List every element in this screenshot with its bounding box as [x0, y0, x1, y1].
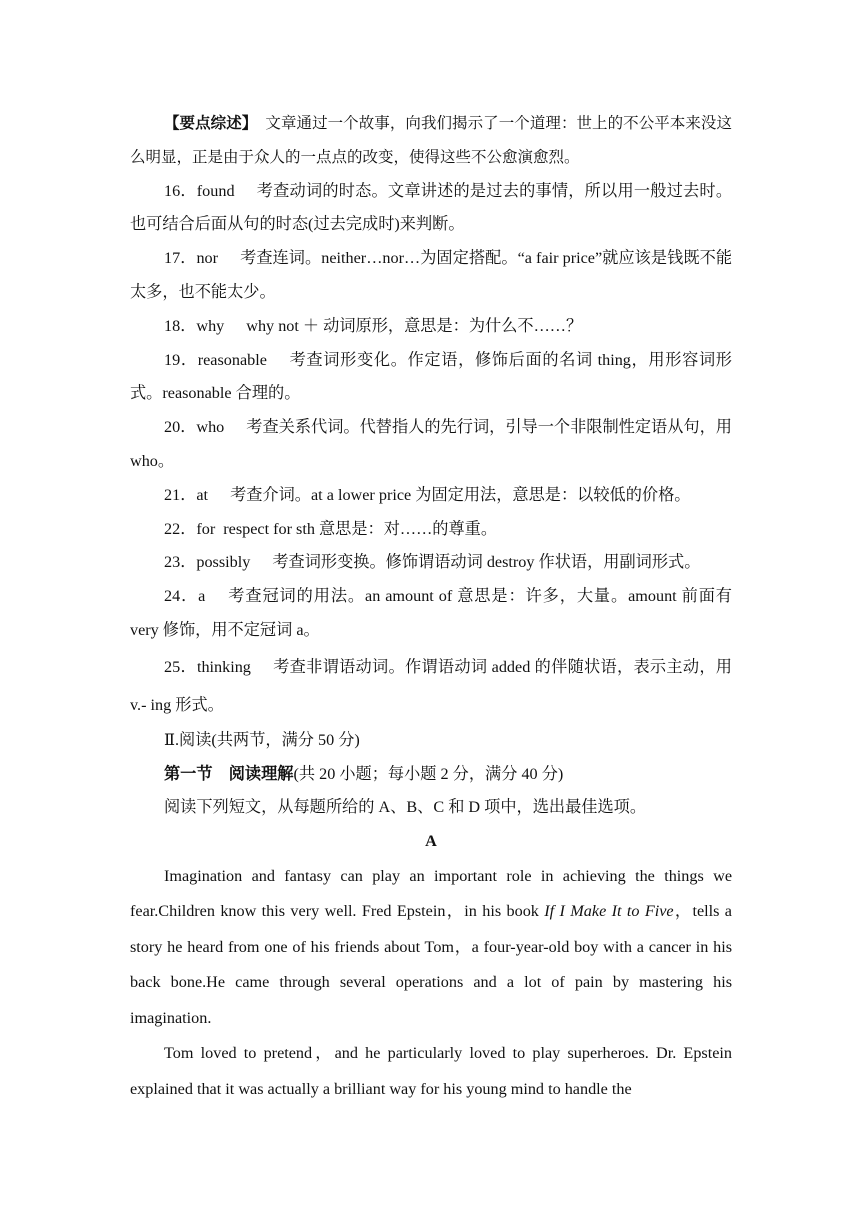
- summary-label: 【要点综述】: [164, 113, 258, 132]
- answer-number: 19．reasonable: [164, 350, 267, 369]
- answer-note: 考查关系代词。代替指人的先行词，引导一个非限制性定语从句，用 who。: [130, 418, 732, 470]
- answer-25: [130, 648, 732, 724]
- reading-instruction: 阅读下列短文，从每题所给的 A、B、C 和 D 项中，选出最佳选项。: [164, 798, 647, 817]
- answer-17: [130, 242, 732, 310]
- answer-note: 考查冠词的用法。an amount of 意思是：许多，大量。amount 前面有 very 修饰，用不定冠词 a。: [130, 587, 732, 639]
- answer-19: [130, 344, 732, 412]
- answer-number: 24．a: [164, 587, 206, 606]
- answer-number: 20．who: [164, 418, 225, 437]
- answer-23: [130, 546, 732, 580]
- answer-note: respect for sth 意思是：对……的尊重。: [223, 519, 498, 538]
- answer-24: [130, 580, 732, 648]
- answer-note: 考查非谓语动词。作谓语动词 added 的伴随状语，表示主动，用 v.- ing 形式。: [130, 657, 732, 714]
- answer-21: [130, 479, 732, 513]
- answer-number: 21．at: [164, 485, 209, 504]
- answer-number: 22．for: [164, 519, 216, 538]
- answer-note: 考查词形变化。作定语，修饰后面的名词 thing，用形容词形式。reasonable 合理的。: [130, 350, 732, 403]
- summary-paragraph: [130, 106, 732, 175]
- answer-number: 18．why: [164, 316, 225, 335]
- book-title: If I Make It to Five: [544, 902, 674, 921]
- answer-note: why not ＋ 动词原形，意思是：为什么不……？: [246, 316, 583, 335]
- subheading-bold: 第一节 阅读理解: [164, 764, 294, 783]
- section-subheading: [130, 758, 732, 792]
- answer-note: 考查动词的时态。文章讲述的是过去的事情，所以用一般过去时。也可结合后面从句的时态(过去完成时)来判断。: [130, 181, 733, 234]
- document-page: [130, 106, 732, 1107]
- summary-text: 文章通过一个故事，向我们揭示了一个道理：世上的不公平本来没这么明显，正是由于众人的一点点的改变，使得这些不公愈演愈烈。: [130, 114, 732, 166]
- answer-16: [130, 175, 732, 243]
- passage-letter: A: [425, 832, 437, 851]
- answer-number: 17．nor: [164, 249, 219, 268]
- subheading-rest: (共 20 小题；每小题 2 分，满分 40 分): [293, 764, 564, 783]
- answer-22: [130, 513, 732, 547]
- answer-note: 考查词形变换。修饰谓语动词 destroy 作状语，用副词形式。: [272, 553, 701, 572]
- paragraph-text: Imagination and fantasy can play an important role in achieving the things we fear.Children know this very well. Fred Epstein，in his book: [130, 866, 732, 921]
- passage-paragraph-1: [130, 859, 732, 1037]
- answer-note: 考查连词。neither…nor…为固定搭配。“a fair price”就应该是钱既不能太多，也不能太少。: [130, 249, 733, 301]
- section-heading: Ⅱ.阅读(共两节，满分 50 分): [164, 730, 360, 749]
- passage-paragraph-2: [130, 1036, 732, 1107]
- paragraph-text: ，tells a story he heard from one of his friends about Tom，a four-year-old boy with a cancer in his back bone.He came through several operations and a lot of pain by mastering his imagination.: [130, 902, 732, 1027]
- answer-number: 25．thinking: [164, 657, 251, 676]
- answer-18: [130, 310, 732, 344]
- paragraph-text: Tom loved to pretend，and he particularly loved to play superheroes. Dr. Epstein explained that it was actually a brilliant way for his young mind to handle the: [130, 1044, 732, 1098]
- answer-note: 考查介词。at a lower price 为固定用法，意思是：以较低的价格。: [230, 485, 691, 504]
- answer-number: 23．possibly: [164, 553, 251, 572]
- answer-number: 16．found: [164, 181, 235, 200]
- answer-20: [130, 411, 732, 479]
